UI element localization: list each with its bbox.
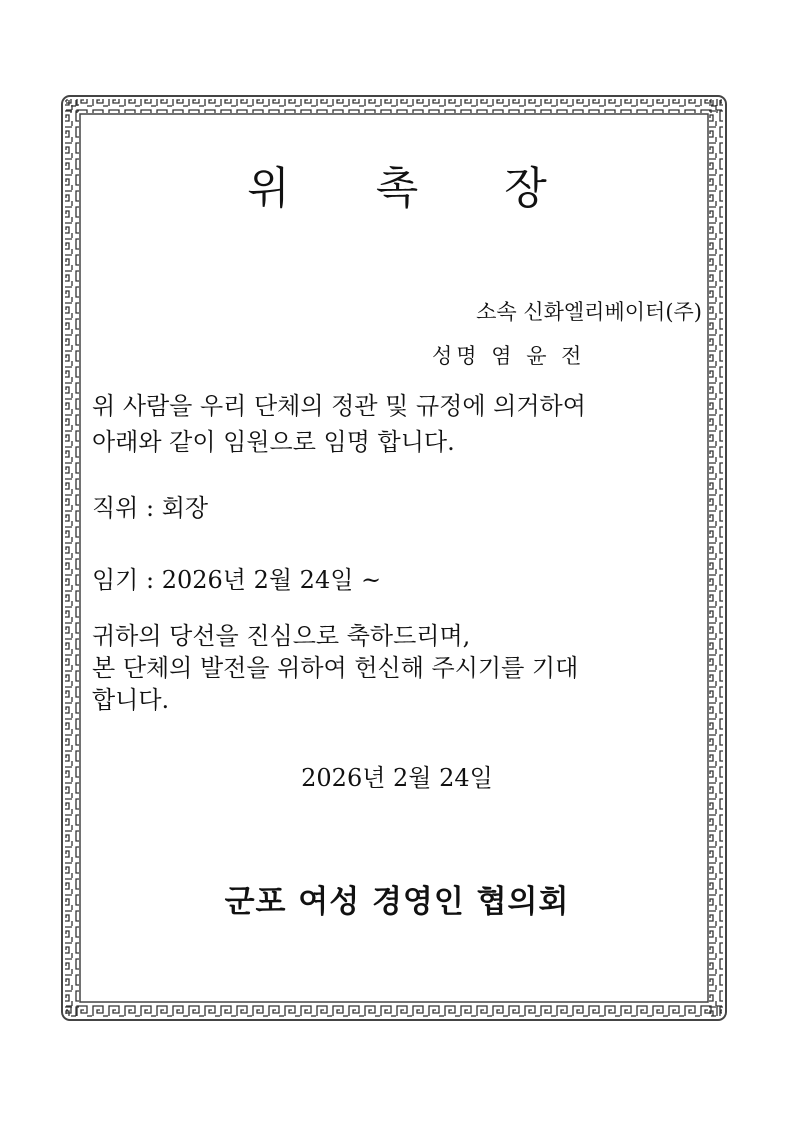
position-field: 직위 : 회장: [92, 494, 209, 522]
appointment-statement-line: 아래와 같이 임원으로 임명 합니다.: [92, 428, 455, 456]
issue-date: 2026년 2월 24일: [301, 764, 493, 792]
appointment-statement: [92, 388, 712, 460]
issuing-organization: 군포 여성 경영인 협의회: [224, 884, 570, 920]
congratulations-line: 귀하의 당선을 진심으로 축하드리며,: [92, 622, 471, 650]
recipient-name: 성명 염 윤 전: [432, 344, 586, 368]
congratulations-line: 본 단체의 발전을 위하여 헌신해 주시기를 기대: [92, 654, 579, 682]
appointment-statement-line: 위 사람을 우리 단체의 정관 및 규정에 의거하여: [92, 392, 586, 420]
congratulations-text: [92, 620, 707, 716]
term-field: 임기 : 2026년 2월 24일 ~: [92, 566, 382, 594]
certificate-title: 위 촉 장: [247, 163, 583, 214]
recipient-affiliation: 소속 신화엘리베이터(주): [476, 300, 702, 324]
congratulations-line: 합니다.: [92, 686, 170, 714]
